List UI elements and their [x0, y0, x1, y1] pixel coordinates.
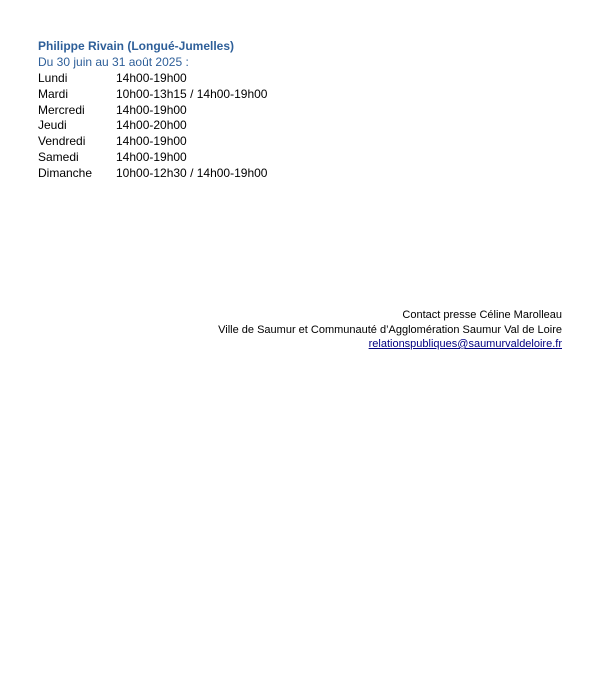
schedule-hours: 14h00-19h00	[116, 102, 187, 117]
schedule-row	[38, 134, 338, 150]
schedule-hours: 14h00-19h00	[116, 71, 187, 85]
press-contact-block	[218, 308, 562, 352]
press-contact-name: Contact presse Céline Marolleau	[402, 309, 562, 321]
schedule-row	[38, 103, 338, 119]
schedule-row	[38, 150, 338, 166]
schedule-row	[38, 71, 338, 87]
press-contact-organization: Ville de Saumur et Communauté d’Agglomération Saumur Val de Loire	[218, 323, 562, 336]
schedule-day: Lundi	[38, 71, 68, 85]
schedule-day: Mercredi	[38, 102, 85, 117]
schedule-hours: 14h00-19h00	[116, 134, 187, 149]
schedule-day: Mardi	[38, 86, 69, 101]
schedule-day: Vendredi	[38, 134, 86, 149]
schedule-hours: 14h00-19h00	[116, 149, 187, 164]
schedule-hours: 10h00-12h30 / 14h00-19h00	[116, 165, 268, 180]
schedule-hours: 10h00-13h15 / 14h00-19h00	[116, 86, 268, 101]
schedule-row	[38, 118, 338, 134]
date-range: Du 30 juin au 31 août 2025 :	[38, 55, 189, 69]
schedule-row	[38, 166, 338, 182]
schedule-day: Dimanche	[38, 165, 93, 180]
schedule-day: Jeudi	[38, 118, 67, 133]
schedule-row	[38, 87, 338, 103]
section-title: Philippe Rivain (Longué-Jumelles)	[38, 39, 235, 53]
schedule-day: Samedi	[38, 149, 79, 164]
schedule-hours: 14h00-20h00	[116, 118, 187, 133]
opening-hours-schedule	[38, 71, 338, 182]
press-contact-email-link[interactable]: relationspubliques@saumurvaldeloire.fr	[368, 338, 562, 350]
